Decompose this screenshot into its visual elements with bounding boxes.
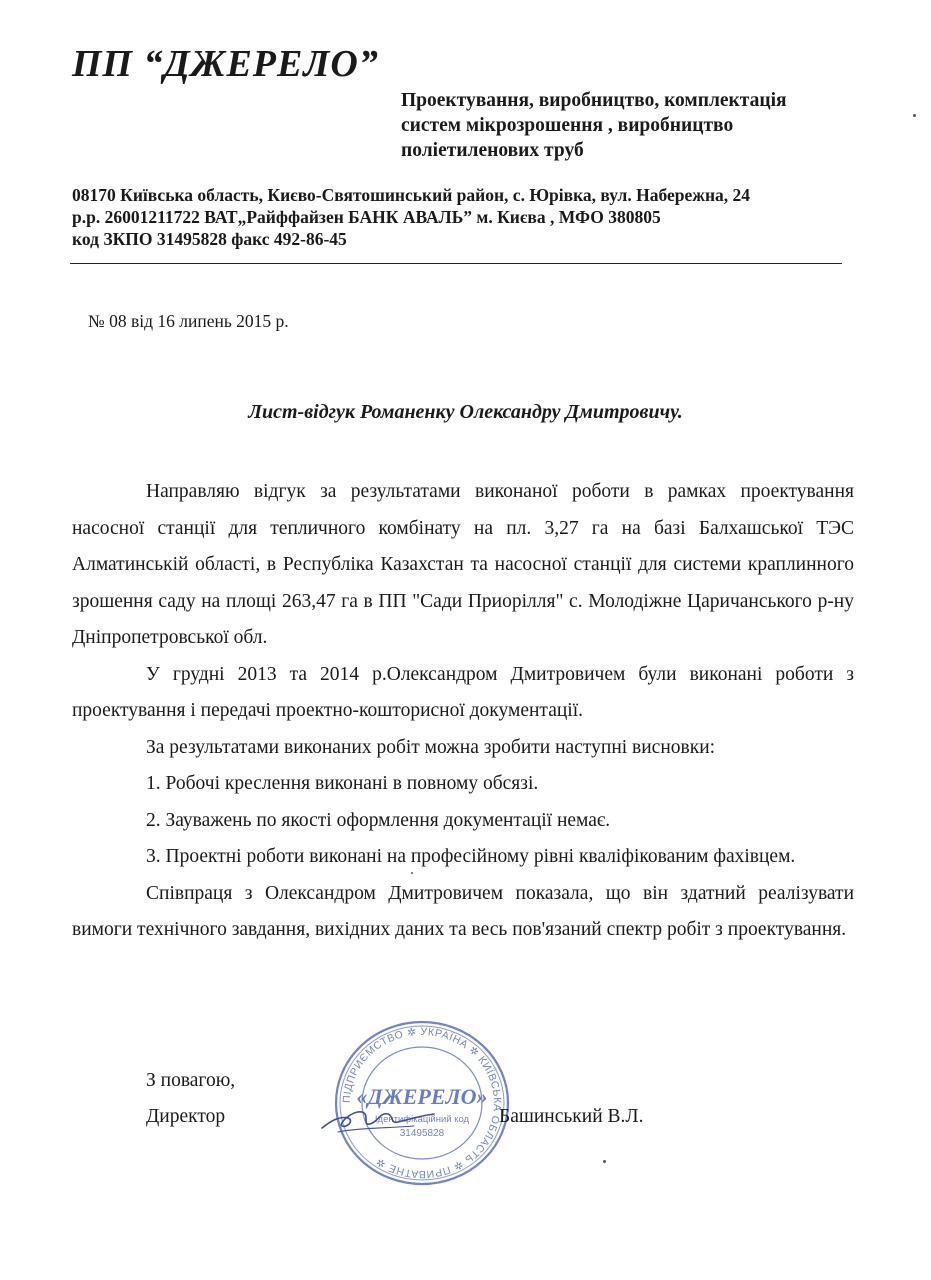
conclusion-item: 3. Проектні роботи виконані на професійному рівні кваліфікованим фахівцем. [146,846,796,867]
company-activity [401,88,871,163]
body-paragraph: У грудні 2013 та 2014 р.Олександром Дмитровичем були виконані роботи з проектування і передачі проектно-кошторисної документації. [72,663,854,721]
seal-center-text: «ДЖЕРЕЛО» [356,1084,488,1109]
seal-id-number: 31495828 [399,1128,445,1139]
letter-title: Лист-відгук Романенку Олександру Дмитровичу. [248,401,683,423]
scan-speck [913,114,916,117]
header-divider [70,263,842,264]
closing-regards: З повагою, [146,1070,236,1091]
letter-reference: № 08 від 16 липень 2015 р. [88,311,289,331]
activity-line: систем мікрозрошення , виробництво [401,115,734,136]
signer-name: Башинський В.Л. [499,1106,644,1127]
activity-line: Проектування, виробництво, комплектація [401,90,787,111]
requisites-bank: р.р. 26001211722 ВАТ„Райффайзен БАНК АВАЛЬ” м. Києва , МФО 380805 [72,207,661,227]
scan-speck [411,872,413,874]
requisites-code: код ЗКПО 31495828 факс 492-86-45 [72,229,347,249]
activity-line: поліетиленових труб [401,140,584,161]
company-requisites [72,184,750,250]
body-paragraph: За результатами виконаних робіт можна зробити наступні висновки: [146,736,716,758]
body-paragraph: Направляю відгук за результатами виконаної роботи в рамках проектування насосної станції для тепличного комбінату на пл. 3,27 га на базі Балхашської ТЭС Алматинській області, в Республіка Казахстан та насосної станції для системи краплинного зрошення саду на площі 263,47 га в ПП "Сади Приорілля" с. Молодіжне Царичанського р-ну Дніпропетровської обл. [72,481,854,648]
closing-block [146,1063,235,1135]
body-paragraph: Співпраця з Олександром Дмитровичем показала, що він здатний реалізувати вимоги технічного завдання, вихідних даних та весь пов'язаний спектр робіт з проектування. [72,882,854,940]
letter-body [72,474,854,949]
conclusion-item: 1. Робочі креслення виконані в повному обсязі. [146,773,539,794]
signer-position: Директор [146,1106,226,1127]
requisites-address: 08170 Київська область, Києво-Святошинський район, с. Юрівка, вул. Набережна, 24 [72,185,751,205]
company-name: ПП “ДЖЕРЕЛО” [72,43,379,85]
director-signature [318,1098,438,1138]
seal-id-label: Ідентифікаційний код [374,1114,470,1125]
conclusion-item: 2. Зауважень по якості оформлення документації немає. [146,809,611,831]
seal-ring-text: ПІДПРИЄМСТВО ✲ УКРАЇНА ✲ КИЇВСЬКА ОБЛАСТЬ ✲ ПРИВАТНЕ ✲ [340,1025,504,1181]
scan-speck [603,1160,606,1163]
